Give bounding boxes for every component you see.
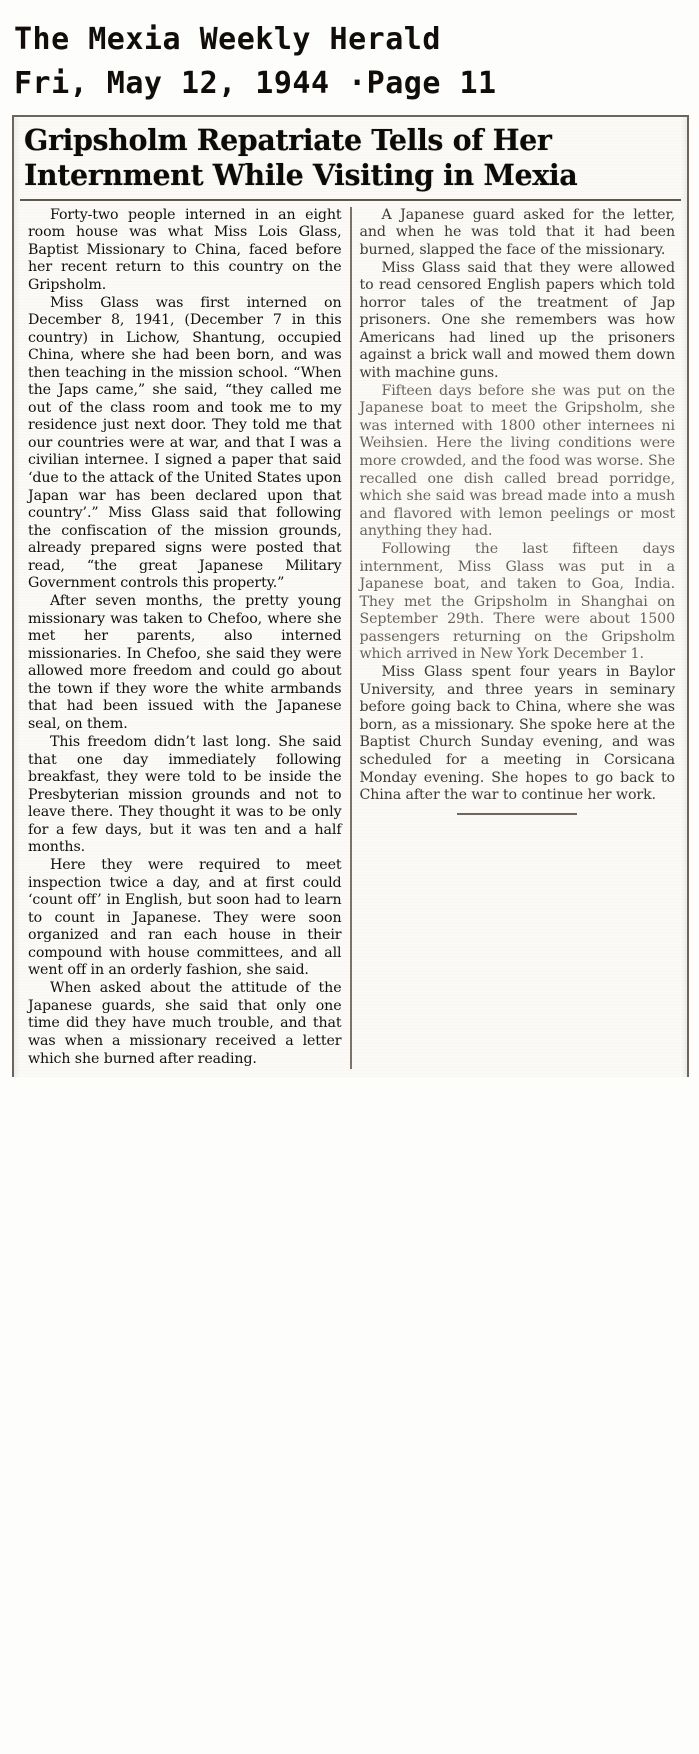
paragraph: Here they were required to meet inspection twice a day, and at first could ‘count off’ in English, but soon had to learn to count in Japanese. They were soon organized and ran each house in their compound with house committees, and all went off in an orderly fashion, she said.: [28, 857, 342, 979]
article-end-rule: [457, 813, 577, 815]
paragraph: Forty-two people interned in an eight room house was what Miss Lois Glass, Baptist Missionary to China, faced before her recent return to this country on the Gripsholm.: [28, 206, 342, 293]
publication-dateline: Fri, May 12, 1944 ·Page 11: [14, 65, 497, 101]
paragraph: After seven months, the pretty young missionary was taken to Chefoo, where she met her parents, also interned missionaries. In Chefoo, she said they were allowed more freedom and could go about the town if they wore the white armbands that had been issued with the Japanese seal, on them.: [28, 593, 342, 732]
article-clipping: [12, 115, 689, 1077]
paragraph: Miss Glass said that they were allowed to read censored English papers which told horror tales of the treatment of Jap prisoners. One she remembers was how Americans had lined up the prisoners against a brick wall and mowed them down with machine guns.: [359, 259, 675, 381]
headline-line-1: Gripsholm Repatriate Tells of Her: [24, 123, 552, 157]
paragraph: Miss Glass spent four years in Baylor University, and three years in seminary before going back to China, where she was born, as a missionary. She spoke here at the Baptist Church Sunday evening, and was scheduled for a meeting in Corsicana Monday evening. She hopes to go back to China after the war to continue her work.: [359, 664, 675, 804]
paragraph: Miss Glass was first interned on December 8, 1941, (December 7 in this country) in Lichow, Shantung, occupied China, where she had been born, and was then teaching in the mission school. “When the Japs came,” she said, “they called me out of the class room and took me to my residence just next door. They told me that our countries were at war, and that I was a civilian internee. I signed a paper that said ‘due to the attack of the United States upon Japan war has been declared upon that country’.” Miss Glass said that following the confiscation of the mission grounds, already prepared signs were posted that read, “the great Japanese Military Government controls this property.”: [28, 294, 342, 592]
article-headline: [14, 117, 687, 195]
paragraph: When asked about the attitude of the Japanese guards, she said that only one time did they have much trouble, and that was when a missionary received a letter which she burned after reading.: [28, 980, 342, 1067]
paragraph: Following the last fifteen days internment, Miss Glass was put in a Japanese boat, and taken to Goa, India. They met the Gripsholm in Shanghai on September 29th. There were about 1500 passengers returning on the Gripsholm which arrived in New York December 1.: [359, 541, 675, 663]
article-body: [14, 201, 687, 1077]
headline-line-2: Internment While Visiting in Mexia: [24, 157, 578, 192]
publication-title: The Mexia Weekly Herald: [14, 22, 441, 57]
article-column-left: [20, 207, 352, 1069]
paragraph: This freedom didn’t last long. She said that one day immediately following breakfast, they were told to be inside the Presbyterian mission grounds and not to leave there. They thought it was to be only for a few days, but it was ten and a half months.: [28, 733, 342, 856]
paragraph: A Japanese guard asked for the letter, and when he was told that it had been burned, slapped the face of the missionary.: [359, 206, 675, 258]
masthead: [0, 0, 699, 105]
paragraph: Fifteen days before she was put on the Japanese boat to meet the Gripsholm, she was interned with 1800 other internees ni Weihsien. Here the living conditions were more crowded, and the food was worse. She recalled one dish called bread porridge, which she said was bread made into a mush and flavored with lemon peelings or most anything they had.: [359, 382, 675, 540]
article-column-right: [352, 207, 684, 1069]
